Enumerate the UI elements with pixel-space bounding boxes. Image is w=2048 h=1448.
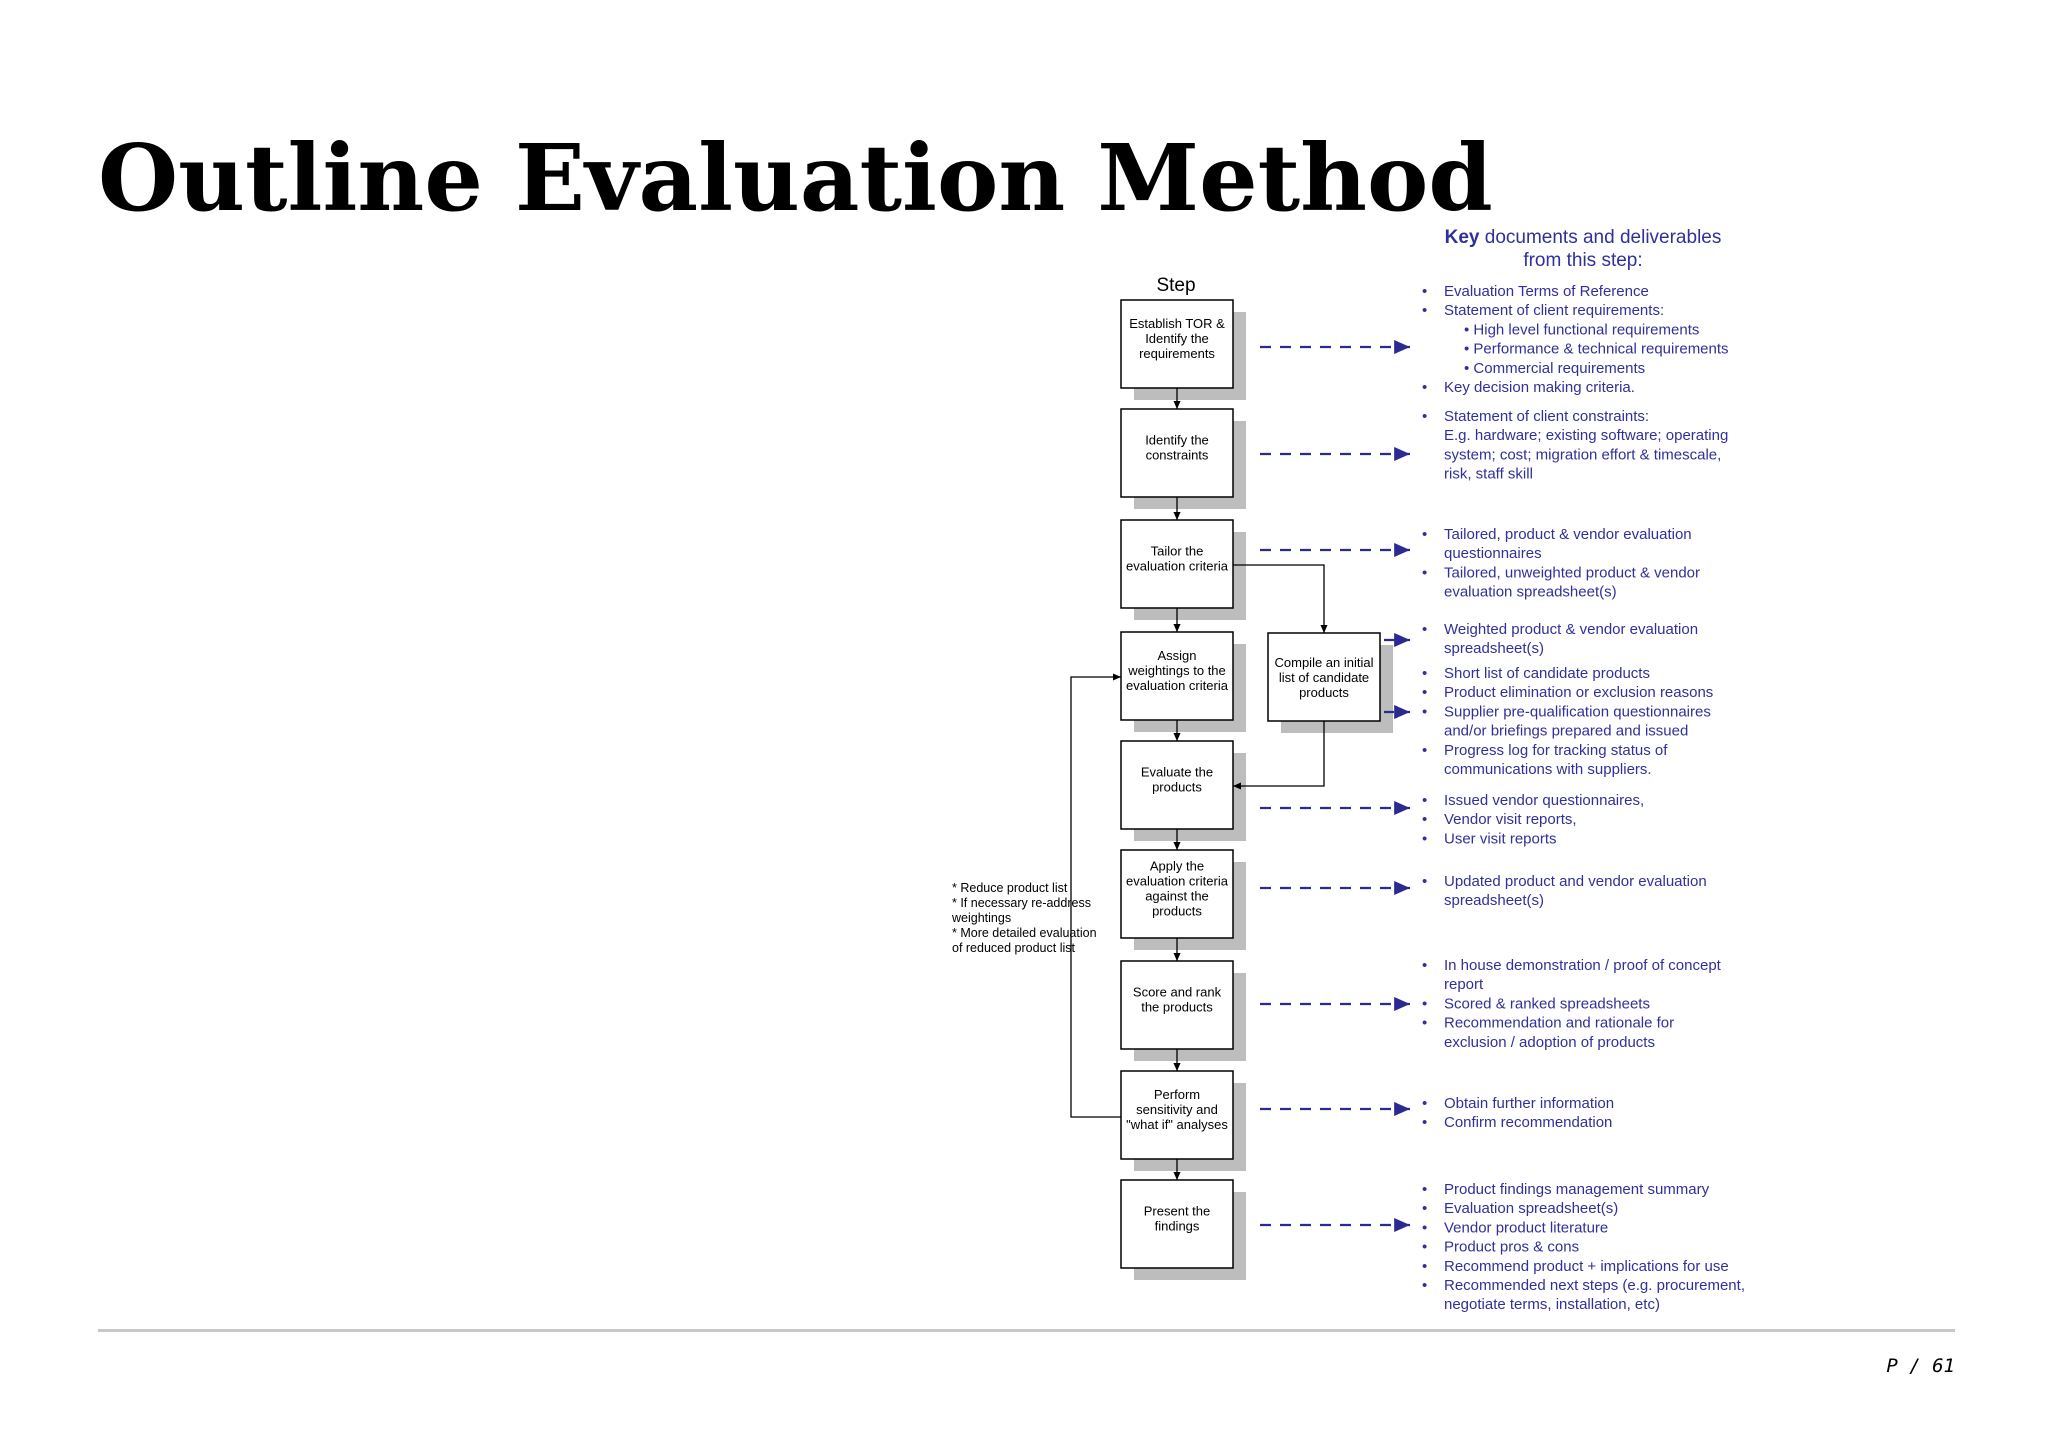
- deliverable-item: evaluation spreadsheet(s): [1444, 583, 1617, 601]
- deliverable-item: • Performance & technical requirements: [1464, 340, 1729, 358]
- deliverable-item: spreadsheet(s): [1444, 640, 1545, 658]
- deliverable-item: report: [1444, 976, 1484, 994]
- deliverable-item: Product pros & cons: [1444, 1238, 1580, 1256]
- loop-note-line: * More detailed evaluation: [952, 926, 1097, 940]
- deliverable-bullet: •: [1422, 1014, 1428, 1032]
- loop-note-line: weightings: [952, 911, 1012, 925]
- slide-title: Outline Evaluation Method: [98, 124, 1493, 232]
- step-box-text: findings: [1154, 1218, 1200, 1234]
- deliverable-item: risk, staff skill: [1444, 465, 1533, 483]
- deliverable-item: exclusion / adoption of products: [1444, 1033, 1655, 1051]
- deliverable-item: communications with suppliers.: [1444, 761, 1652, 778]
- step-box-text: products: [1152, 779, 1202, 795]
- key-word: Key: [1444, 227, 1480, 248]
- deliverable-item: Obtain further information: [1444, 1095, 1615, 1112]
- deliverable-bullet: •: [1422, 1200, 1428, 1218]
- deliverable-item: • High level functional requirements: [1464, 321, 1700, 339]
- deliverable-bullet: •: [1422, 1114, 1428, 1132]
- deliverable-item: Recommendation and rationale for: [1444, 1014, 1675, 1032]
- deliverable-bullet: •: [1422, 1277, 1428, 1294]
- deliverable-item: • Commercial requirements: [1464, 359, 1646, 377]
- deliverable-bullet: •: [1422, 283, 1428, 300]
- deliverable-item: and/or briefings prepared and issued: [1444, 722, 1689, 740]
- key-deliverables-heading: [1445, 227, 1722, 248]
- step-box-text: against the: [1145, 888, 1209, 904]
- deliverable-bullet: •: [1422, 811, 1428, 829]
- deliverable-item: In house demonstration / proof of concept: [1444, 957, 1721, 974]
- deliverable-item: Statement of client requirements:: [1444, 302, 1665, 320]
- deliverable-item: Scored & ranked spreadsheets: [1444, 995, 1650, 1013]
- deliverable-bullet: •: [1422, 1257, 1428, 1275]
- deliverable-item: Progress log for tracking status of: [1444, 741, 1668, 759]
- deliverable-bullet: •: [1422, 408, 1428, 425]
- deliverable-bullet: •: [1422, 379, 1428, 396]
- step-box-text: the products: [1141, 999, 1213, 1015]
- key-title-rest: documents and deliverables: [1479, 227, 1722, 248]
- deliverable-item: Weighted product & vendor evaluation: [1444, 621, 1699, 638]
- tailor-to-compile-arrow: [1233, 565, 1324, 633]
- footer-divider: [98, 1329, 1955, 1332]
- deliverable-item: Vendor visit reports,: [1444, 811, 1577, 829]
- deliverable-item: Product elimination or exclusion reasons: [1444, 684, 1714, 702]
- deliverable-item: User visit reports: [1444, 830, 1557, 848]
- deliverable-bullet: •: [1422, 703, 1428, 721]
- step-box-text: Apply the: [1149, 858, 1205, 874]
- deliverable-item: Recommend product + implications for use: [1444, 1257, 1729, 1275]
- deliverable-item: Updated product and vendor evaluation: [1444, 873, 1707, 890]
- deliverable-bullet: •: [1422, 684, 1428, 702]
- step-box-text: Perform: [1153, 1087, 1201, 1102]
- deliverable-item: Product findings management summary: [1444, 1181, 1710, 1198]
- side-box-text: products: [1299, 685, 1349, 700]
- step-box-text: weightings to the: [1128, 663, 1226, 678]
- deliverable-bullet: •: [1422, 741, 1428, 759]
- loop-note-line: * If necessary re-address: [952, 896, 1091, 910]
- deliverable-bullet: •: [1422, 665, 1428, 682]
- loop-note-line: * Reduce product list: [952, 881, 1068, 895]
- deliverable-item: spreadsheet(s): [1444, 892, 1545, 910]
- deliverable-item: Recommended next steps (e.g. procurement,: [1444, 1277, 1745, 1294]
- deliverable-item: Short list of candidate products: [1444, 665, 1650, 682]
- deliverable-bullet: •: [1422, 995, 1428, 1013]
- deliverable-item: Supplier pre-qualification questionnaires: [1444, 703, 1711, 721]
- deliverable-item: Evaluation spreadsheet(s): [1444, 1200, 1619, 1218]
- step-column-label: Step: [1156, 275, 1196, 296]
- step-box-text: Establish TOR &: [1129, 316, 1225, 331]
- deliverable-item: Tailored, product & vendor evaluation: [1444, 526, 1692, 543]
- deliverable-bullet: •: [1422, 1219, 1428, 1237]
- deliverable-item: Evaluation Terms of Reference: [1444, 283, 1649, 300]
- step-box-text: Identify the: [1145, 331, 1209, 346]
- side-box-text: list of candidate: [1278, 670, 1370, 685]
- step-box-text: evaluation criteria: [1126, 558, 1228, 574]
- deliverable-item: Vendor product literature: [1444, 1219, 1609, 1237]
- deliverable-bullet: •: [1422, 957, 1428, 974]
- deliverable-bullet: •: [1422, 302, 1428, 320]
- deliverable-bullet: •: [1422, 1095, 1428, 1112]
- deliverable-item: Key decision making criteria.: [1444, 379, 1635, 396]
- deliverable-bullet: •: [1422, 830, 1428, 848]
- loop-note-line: of reduced product list: [952, 941, 1075, 955]
- deliverable-bullet: •: [1422, 792, 1428, 809]
- step-box-text: Identify the: [1145, 432, 1209, 448]
- deliverable-item: Issued vendor questionnaires,: [1444, 792, 1645, 809]
- deliverable-item: E.g. hardware; existing software; operating: [1444, 427, 1729, 445]
- deliverable-bullet: •: [1422, 1238, 1428, 1256]
- step-box-text: Score and rank: [1132, 984, 1222, 1000]
- deliverable-item: Tailored, unweighted product & vendor: [1444, 564, 1700, 582]
- step-box-text: evaluation criteria: [1126, 873, 1228, 889]
- deliverable-bullet: •: [1422, 526, 1428, 543]
- deliverable-bullet: •: [1422, 1181, 1428, 1198]
- deliverable-item: system; cost; migration effort & timescale,: [1444, 446, 1722, 464]
- page-number: P / 61: [1886, 1355, 1955, 1377]
- step-box-text: Present the: [1143, 1203, 1211, 1219]
- step-box-text: sensitivity and: [1136, 1102, 1218, 1117]
- step-box-text: Evaluate the: [1140, 764, 1214, 780]
- deliverable-bullet: •: [1422, 873, 1428, 890]
- step-box-text: evaluation criteria: [1126, 678, 1228, 693]
- key-deliverables-subheading: from this step:: [1523, 250, 1643, 271]
- deliverable-item: questionnaires: [1444, 545, 1542, 563]
- step-box-text: requirements: [1139, 346, 1215, 361]
- deliverable-item: Statement of client constraints:: [1444, 408, 1650, 425]
- step-box-text: Tailor the: [1150, 543, 1204, 559]
- step-box-text: "what if" analyses: [1126, 1117, 1228, 1132]
- deliverable-bullet: •: [1422, 621, 1428, 638]
- step-box-text: constraints: [1145, 447, 1209, 463]
- side-box-text: Compile an initial: [1274, 655, 1374, 670]
- step-box-text: products: [1152, 903, 1202, 919]
- deliverable-bullet: •: [1422, 564, 1428, 582]
- step-box-text: Assign: [1157, 648, 1197, 663]
- deliverable-item: negotiate terms, installation, etc): [1444, 1296, 1660, 1314]
- deliverable-item: Confirm recommendation: [1444, 1114, 1613, 1132]
